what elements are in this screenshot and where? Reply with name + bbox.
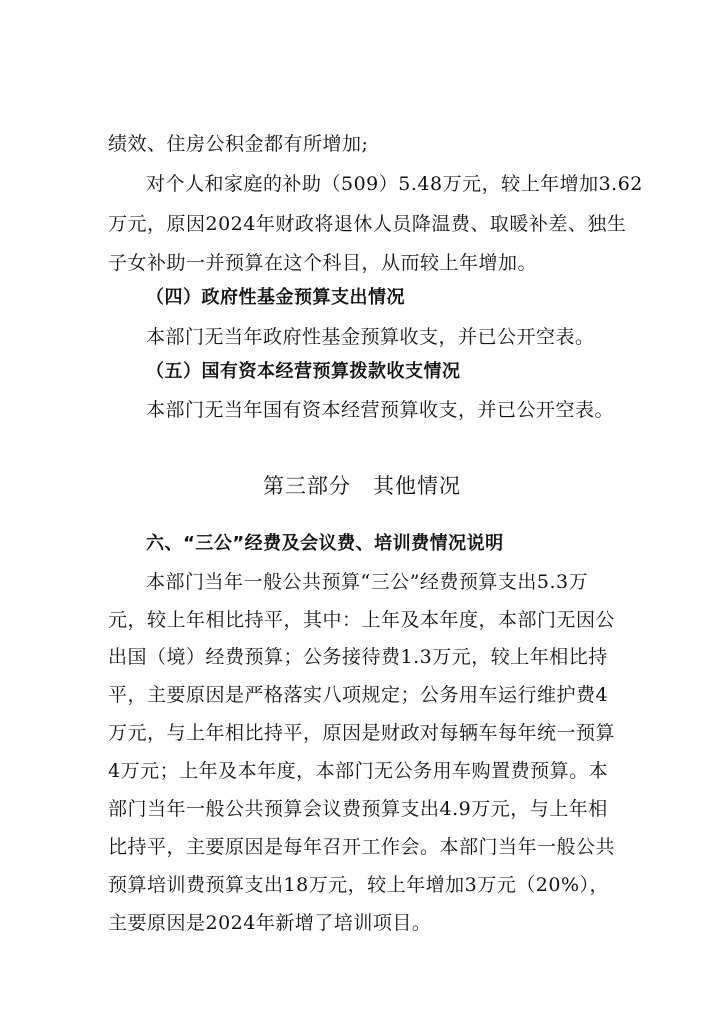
text-line-s10: 主要原因是2024年新增了培训项目。 xyxy=(108,912,432,934)
text-line-s6: 4万元；上年及本年度，本部门无公务用车购置费预算。本 xyxy=(108,760,609,782)
text-line-4: 子女补助一并预算在这个科目，从而较上年增加。 xyxy=(108,252,538,274)
text-line-s3: 出国（境）经费预算；公务接待费1.3万元，较上年相比持 xyxy=(108,646,608,668)
text-line-2: 对个人和家庭的补助（509）5.48万元，较上年增加3.62 xyxy=(146,173,643,195)
subheading-four: （四）政府性基金预算支出情况 xyxy=(146,287,405,308)
text-line-6: 本部门无当年政府性基金预算收支，并已公开空表。 xyxy=(146,326,595,348)
text-line-s7: 部门当年一般公共预算会议费预算支出4.9万元，与上年相 xyxy=(108,798,608,820)
text-line-3: 万元，原因2024年财政将退休人员降温费、取暖补差、独生 xyxy=(108,213,627,235)
text-line-s5: 万元，与上年相比持平，原因是财政对每辆车每年统一预算 xyxy=(108,722,616,744)
section-title: 第三部分 其他情况 xyxy=(263,474,461,498)
subheading-five: （五）国有资本经营预算拨款收支情况 xyxy=(146,361,461,382)
text-line-s2: 元，较上年相比持平，其中：上年及本年度，本部门无因公 xyxy=(108,609,616,631)
text-line-s4: 平，主要原因是严格落实八项规定；公务用车运行维护费4 xyxy=(108,684,609,706)
text-line-s1: 本部门当年一般公共预算“三公”经费预算支出5.3万 xyxy=(146,571,589,593)
text-line-s8: 比持平，主要原因是每年召开工作会。本部门当年一般公共 xyxy=(108,836,616,858)
text-line-s9: 预算培训费预算支出18万元，较上年增加3万元（20%）， xyxy=(108,874,609,896)
text-line-1: 绩效、住房公积金都有所增加; xyxy=(108,133,369,155)
text-line-8: 本部门无当年国有资本经营预算收支，并已公开空表。 xyxy=(146,399,615,421)
subheading-six: 六、“三公”经费及会议费、培训费情况说明 xyxy=(146,533,504,554)
